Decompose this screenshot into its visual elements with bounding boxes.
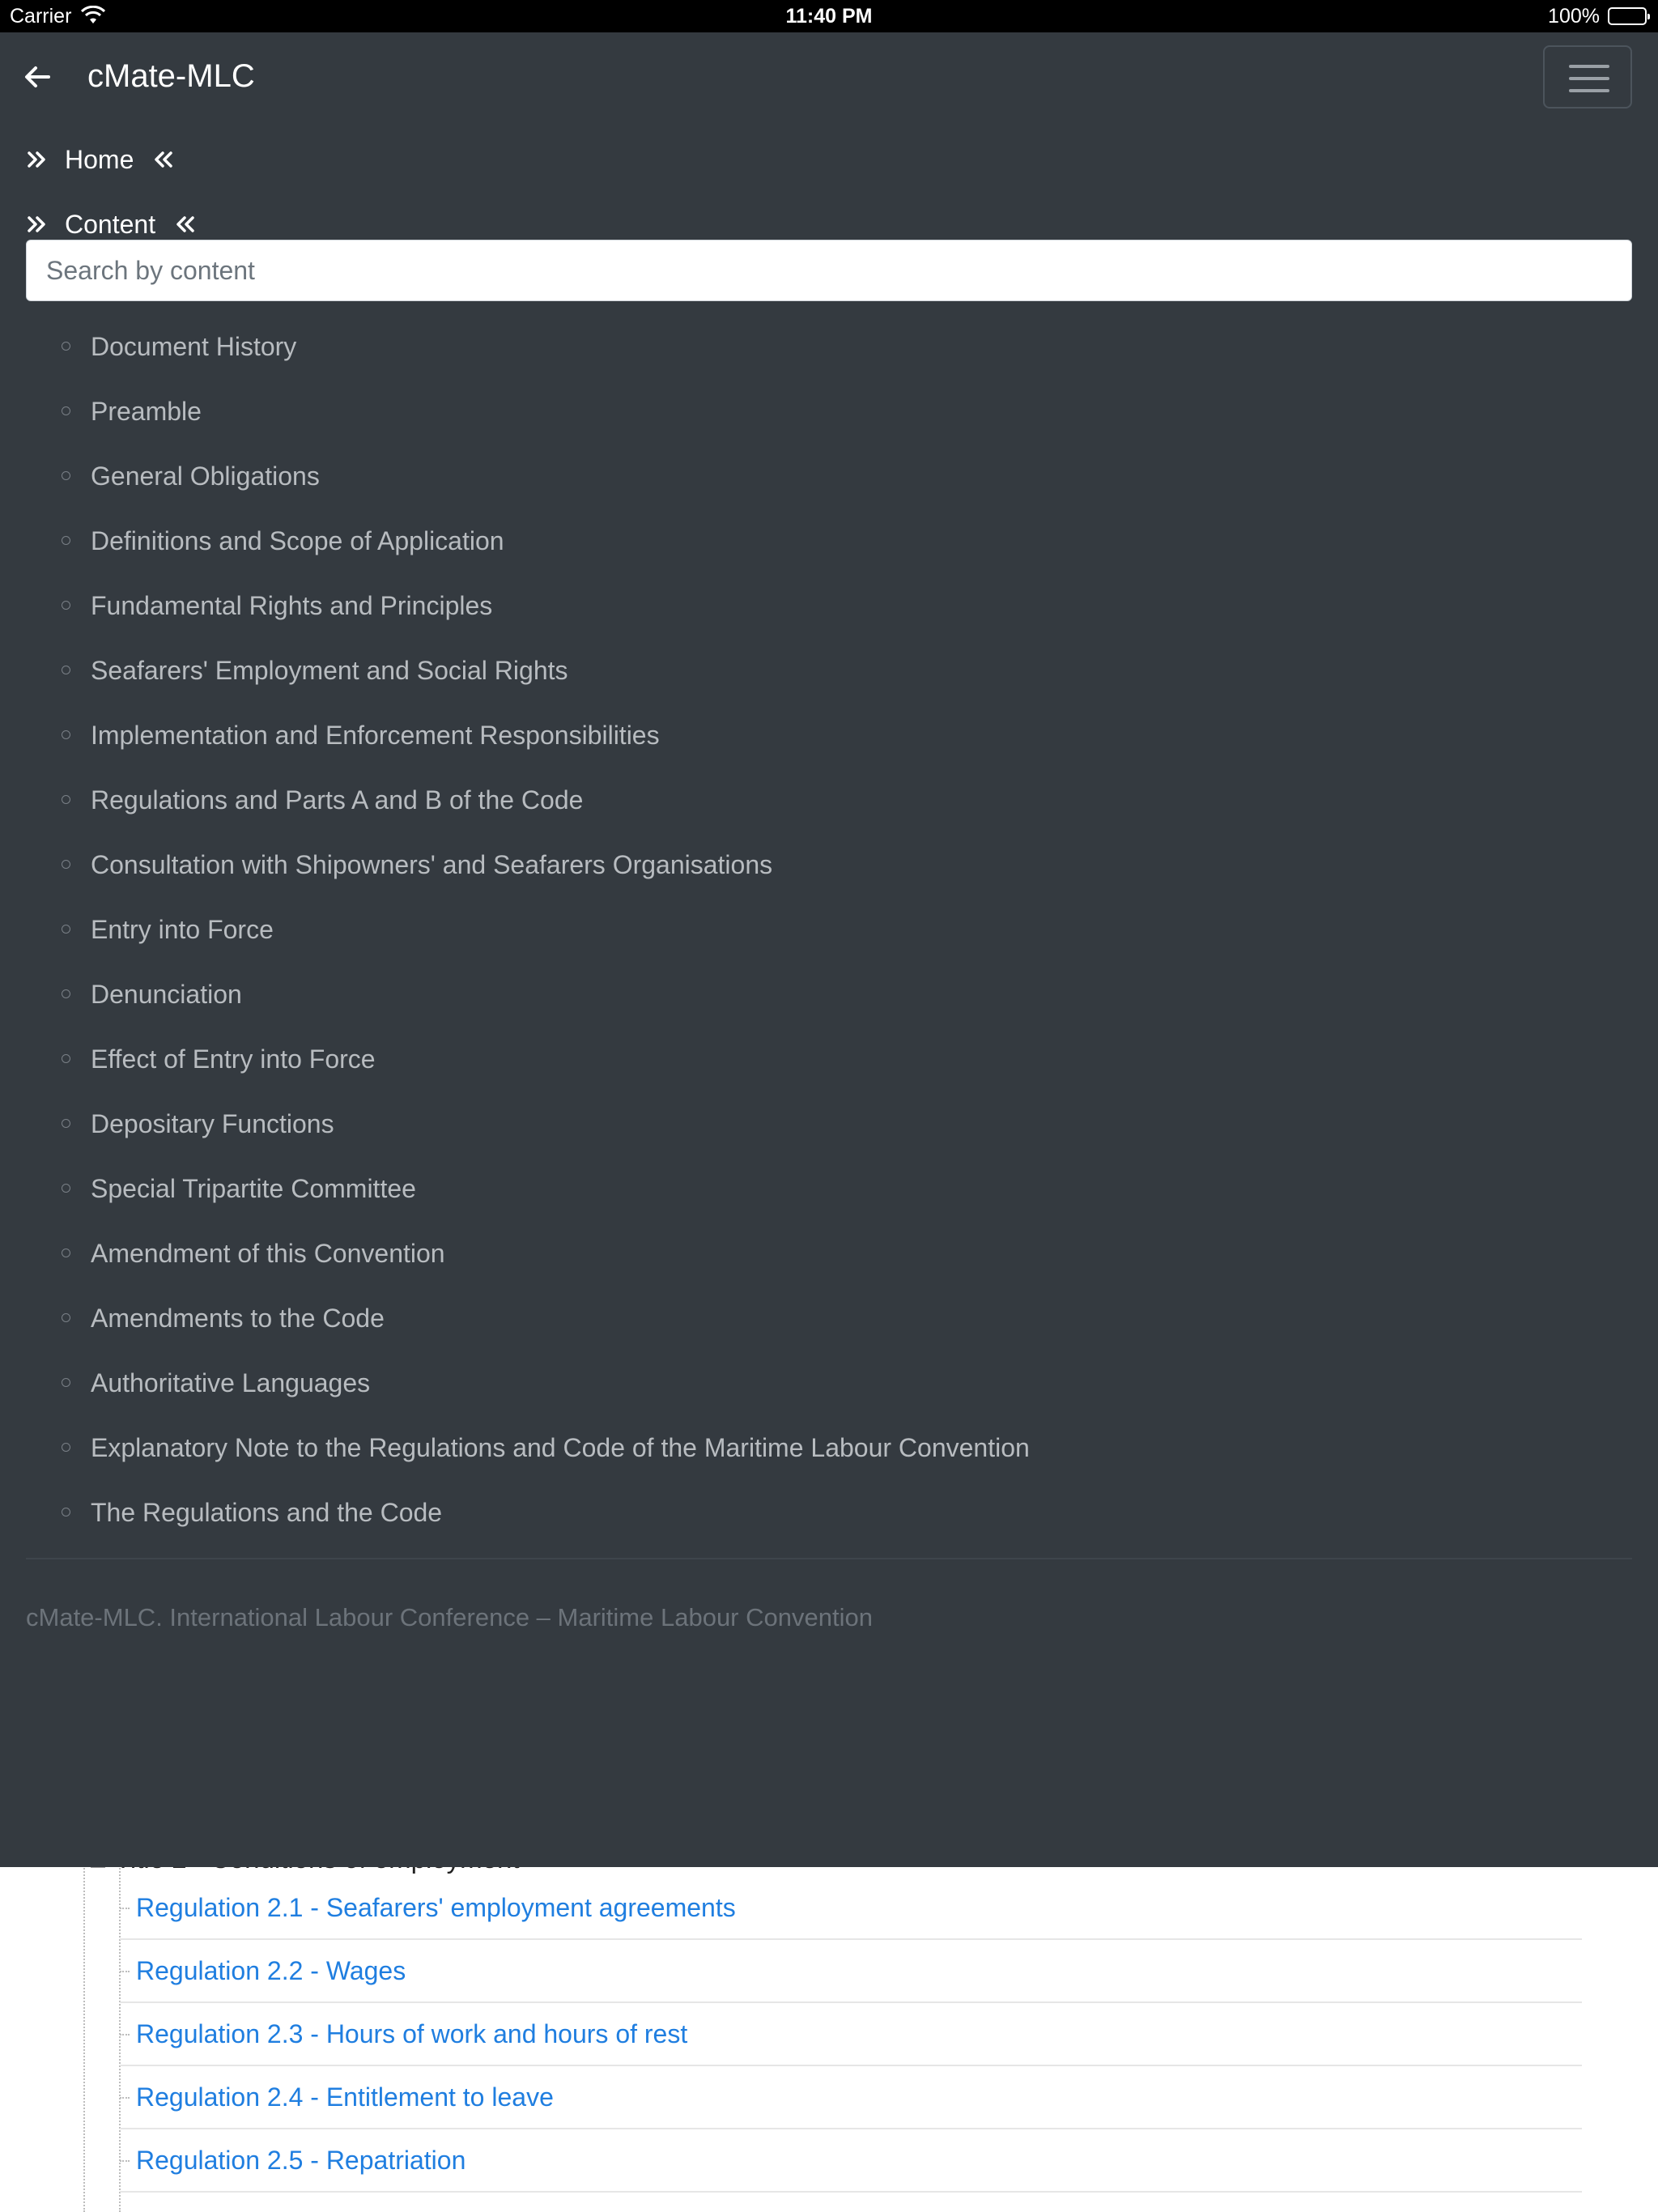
bullet-icon	[62, 666, 70, 674]
list-item[interactable]	[0, 1480, 1658, 1545]
battery-icon	[1608, 7, 1647, 25]
bullet-icon	[62, 471, 70, 480]
regulation-link[interactable]: Regulation 2.5 - Repatriation	[136, 2145, 466, 2175]
toc-item-label: Preamble	[91, 396, 202, 426]
list-item[interactable]	[0, 314, 1658, 379]
nav-home[interactable]	[26, 141, 174, 178]
status-bar	[0, 0, 1658, 32]
toc-item-label: Entry into Force	[91, 914, 274, 944]
arrow-left-icon[interactable]	[23, 65, 52, 89]
hamburger-icon	[1569, 65, 1609, 68]
content-list	[0, 314, 1658, 1545]
menu-toggle-button[interactable]	[1543, 45, 1632, 108]
footer-divider	[26, 1558, 1632, 1559]
list-item[interactable]	[0, 703, 1658, 768]
list-item[interactable]	[0, 832, 1658, 897]
carrier-label: Carrier	[10, 5, 72, 28]
list-item[interactable]	[0, 1286, 1658, 1351]
regulation-link[interactable]: Regulation 2.2 - Wages	[136, 1955, 406, 1985]
footer-text: cMate-MLC. International Labour Conference – Maritime Labour Convention	[26, 1603, 873, 1631]
bullet-icon	[62, 795, 70, 804]
list-item[interactable]	[0, 573, 1658, 638]
bullet-icon	[62, 925, 70, 934]
app-header	[0, 32, 1658, 130]
toc-item-label: Fundamental Rights and Principles	[91, 590, 493, 620]
bullet-icon	[62, 1443, 70, 1452]
regulation-link[interactable]: Regulation 2.4 - Entitlement to leave	[136, 2082, 554, 2112]
toc-item-label: Denunciation	[91, 979, 242, 1009]
list-item[interactable]	[0, 962, 1658, 1027]
chevrons-right-icon	[26, 150, 49, 169]
nav-content-label: Content	[65, 209, 156, 239]
battery-percent: 100%	[1548, 5, 1600, 28]
bullet-icon	[62, 989, 70, 998]
chevrons-left-icon	[173, 215, 196, 234]
toc-item-label: Implementation and Enforcement Responsibilities	[91, 720, 660, 750]
bullet-icon	[62, 406, 70, 415]
list-item[interactable]	[0, 1221, 1658, 1286]
bullet-icon	[62, 1378, 70, 1387]
regulation-list	[120, 1877, 1582, 2193]
clock: 11:40 PM	[785, 5, 873, 28]
bullet-icon	[62, 342, 70, 351]
list-item	[120, 1877, 1582, 1940]
bullet-icon	[62, 1184, 70, 1193]
regulation-link[interactable]: Regulation 2.3 - Hours of work and hours of rest	[136, 2018, 688, 2048]
nav-home-label: Home	[65, 144, 134, 174]
list-item[interactable]	[0, 1027, 1658, 1091]
bullet-icon	[62, 1054, 70, 1063]
toc-item-label: Consultation with Shipowners' and Seafarers Organisations	[91, 849, 773, 879]
list-item[interactable]	[0, 508, 1658, 573]
search-input[interactable]	[26, 240, 1632, 301]
toc-item-label: Explanatory Note to the Regulations and Code of the Maritime Labour Convention	[91, 1432, 1030, 1462]
toc-item-label: General Obligations	[91, 461, 320, 491]
bullet-icon	[62, 536, 70, 545]
bullet-icon	[62, 1249, 70, 1257]
toc-item-label: Depositary Functions	[91, 1108, 334, 1138]
list-item	[120, 2066, 1582, 2129]
list-item[interactable]	[0, 897, 1658, 962]
toc-item-label: Definitions and Scope of Application	[91, 525, 504, 555]
bullet-icon	[62, 1508, 70, 1516]
toc-item-label: Special Tripartite Committee	[91, 1173, 416, 1203]
toc-item-label: Amendments to the Code	[91, 1303, 385, 1333]
list-item[interactable]	[0, 638, 1658, 703]
bullet-icon	[62, 1313, 70, 1322]
nav-content[interactable]	[26, 206, 196, 243]
toc-item-label: Document History	[91, 331, 297, 361]
app-title: cMate-MLC	[87, 58, 255, 94]
toc-item-label: Effect of Entry into Force	[91, 1044, 376, 1074]
regulation-link[interactable]: Regulation 2.1 - Seafarers' employment agreements	[136, 1892, 736, 1922]
list-item[interactable]	[0, 768, 1658, 832]
tree-guide-line	[83, 1830, 85, 2212]
bullet-icon	[62, 601, 70, 610]
list-item[interactable]	[0, 379, 1658, 444]
bullet-icon	[62, 860, 70, 869]
list-item[interactable]	[0, 444, 1658, 508]
chevrons-right-icon	[26, 215, 49, 234]
toc-item-label: Amendment of this Convention	[91, 1238, 445, 1268]
navigation-overlay	[0, 32, 1658, 1867]
list-item[interactable]	[0, 1091, 1658, 1156]
toc-item-label: Seafarers' Employment and Social Rights	[91, 655, 568, 685]
bullet-icon	[62, 1119, 70, 1128]
list-item	[120, 2129, 1582, 2193]
bullet-icon	[62, 730, 70, 739]
chevrons-left-icon	[151, 150, 174, 169]
list-item[interactable]	[0, 1415, 1658, 1480]
toc-item-label: Authoritative Languages	[91, 1368, 371, 1397]
list-item	[120, 2003, 1582, 2066]
list-item	[120, 1940, 1582, 2003]
toc-item-label: Regulations and Parts A and B of the Code	[91, 785, 584, 815]
toc-item-label: The Regulations and the Code	[91, 1497, 443, 1527]
list-item[interactable]	[0, 1156, 1658, 1221]
list-item[interactable]	[0, 1351, 1658, 1415]
